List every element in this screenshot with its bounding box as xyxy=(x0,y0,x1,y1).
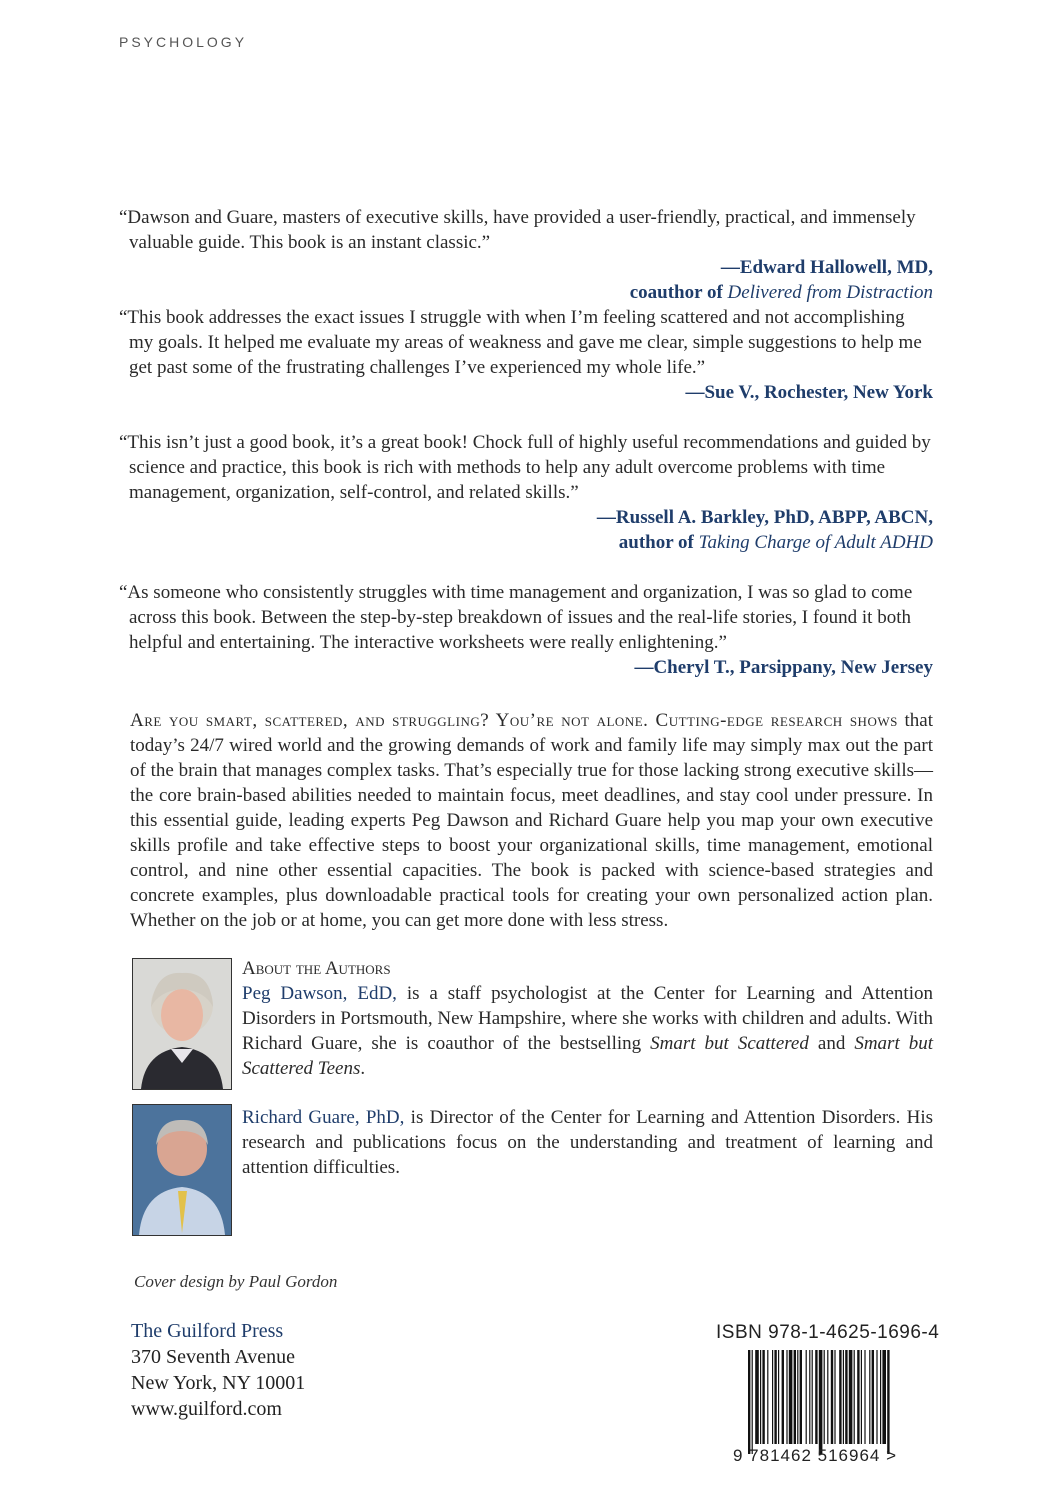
attribution-prefix: coauthor of xyxy=(629,282,723,303)
book-description xyxy=(130,708,933,933)
endorsement-quote-4 xyxy=(119,580,933,680)
book-title: Taking Charge of Adult ADHD xyxy=(698,532,933,553)
isbn-label: ISBN 978-1-4625-1696-4 xyxy=(716,1322,940,1343)
book-title: Smart but Scattered Teens xyxy=(242,1033,934,1079)
cover-design-credit: Cover design by Paul Gordon xyxy=(134,1272,338,1291)
about-author-richard-guare xyxy=(242,1105,933,1180)
quote-attribution: —Edward Hallowell, MD, xyxy=(720,257,933,278)
author-bio-text: is a staff psychologist at the Center for Learning and Attention Disorders in Portsmouth, New Hampshire, where she works with children and adults. With Richard Guare, she is coauthor of the bestselling xyxy=(242,983,933,1054)
author-name: Richard Guare, PhD, xyxy=(242,1107,405,1128)
author-bio xyxy=(242,981,933,1081)
endorsement-quote-1 xyxy=(119,205,933,305)
author-bio xyxy=(242,1105,933,1180)
quote-attribution: —Sue V., Rochester, New York xyxy=(685,382,933,403)
about-heading: About the Authors xyxy=(242,958,391,979)
book-title: Delivered from Distraction xyxy=(727,282,933,303)
about-author-peg-dawson xyxy=(242,956,933,1081)
publisher-name: The Guilford Press xyxy=(131,1320,284,1342)
quote-attribution: —Cheryl T., Parsippany, New Jersey xyxy=(634,657,933,678)
endorsement-quote-2 xyxy=(119,305,933,405)
barcode-digits: 9 781462 516964 > xyxy=(733,1446,898,1465)
author-photo-peg-dawson xyxy=(132,958,232,1090)
publisher-address-line-2: New York, NY 10001 xyxy=(131,1372,306,1394)
barcode-image xyxy=(748,1350,930,1454)
publisher-info xyxy=(131,1318,305,1422)
author-bio-text: and xyxy=(808,1033,855,1054)
author-bio-text: is Director of the Center for Learning and Attention Disorders. His research and publications focus on the understanding and treatment of learning and attention difficulties. xyxy=(242,1107,933,1178)
quote-attribution-sub xyxy=(119,530,933,555)
author-bio-text: . xyxy=(360,1058,366,1079)
quote-attribution: —Russell A. Barkley, PhD, ABPP, ABCN, xyxy=(596,507,933,528)
book-title: Smart but Scattered xyxy=(650,1033,809,1054)
author-name: Peg Dawson, EdD, xyxy=(242,983,397,1004)
publisher-address-line-1: 370 Seventh Avenue xyxy=(131,1346,296,1368)
attribution-prefix: author of xyxy=(618,532,694,553)
endorsement-quote-3 xyxy=(119,430,933,555)
publisher-website: www.guilford.com xyxy=(131,1398,282,1420)
quote-text: “This book addresses the exact issues I struggle with when I’m feeling scattered and not accomplishing my goals. It helped me evaluate my areas of weakness and gave me clear, simple suggestions to help me get past some of the frustrating challenges I’ve experienced my whole life.” xyxy=(119,307,922,378)
quote-text: “As someone who consistently struggles with time management and organization, I was so glad to come across this book. Between the step-by-step breakdown of issues and the real-life stories, I found it both helpful and entertaining. The interactive worksheets were really enlightening.” xyxy=(119,582,913,653)
category-label: PSYCHOLOGY xyxy=(119,34,248,50)
description-lead: Are you smart, scattered, and struggling? You’re not alone. Cutting-edge research shows xyxy=(130,710,898,731)
portrait-image xyxy=(133,1105,231,1235)
quote-text: “This isn’t just a good book, it’s a great book! Chock full of highly useful recommendations and guided by science and practice, this book is rich with methods to help any adult overcome problems with time management, organization, self-control, and related skills.” xyxy=(119,432,931,503)
portrait-image xyxy=(133,959,231,1089)
quote-attribution-sub xyxy=(119,280,933,305)
description-body: that today’s 24/7 wired world and the growing demands of work and family life may simply max out the part of the brain that manages complex tasks. That’s especially true for those lacking strong executive skills—the core brain-based abilities needed to maintain focus, meet deadlines, and stay cool under pressure. In this essential guide, leading experts Peg Dawson and Richard Guare help you map your own executive skills profile and take effective steps to boost your organizational skills, time management, emotional control, and nine other essential capacities. The book is packed with science-based strategies and concrete examples, plus downloadable practical tools for creating your own personalized action plan. Whether on the job or at home, you can get more done with less stress. xyxy=(130,710,933,931)
quote-text: “Dawson and Guare, masters of executive skills, have provided a user-friendly, practical, and immensely valuable guide. This book is an instant classic.” xyxy=(119,207,916,253)
author-photo-richard-guare xyxy=(132,1104,232,1236)
